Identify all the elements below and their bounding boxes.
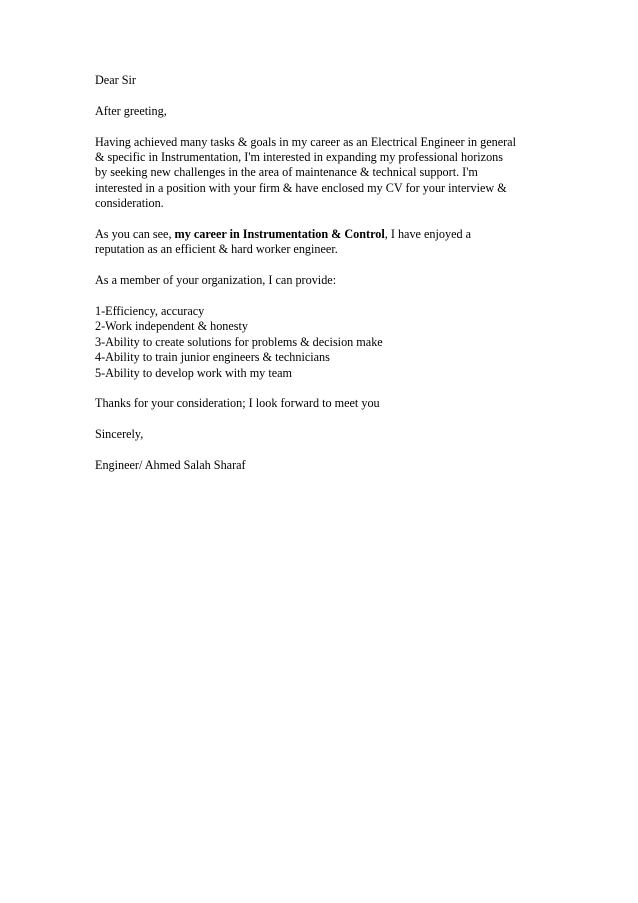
paragraph-line [95,227,555,242]
closing: Sincerely, [95,427,144,442]
signature: Engineer/ Ahmed Salah Sharaf [95,458,246,473]
list-item: 3-Ability to create solutions for problems & decision make [95,334,383,349]
career-paragraph [95,227,555,258]
paragraph-line: Having achieved many tasks & goals in my career as an Electrical Engineer in general [95,134,516,149]
provide-paragraph: As a member of your organization, I can provide: [95,273,337,288]
cover-letter [95,73,555,489]
list-item: 5-Ability to develop work with my team [95,365,292,380]
list-item: 2-Work independent & honesty [95,319,249,334]
paragraph-line: reputation as an efficient & hard worker engineer. [95,242,338,257]
list-item: 4-Ability to train junior engineers & technicians [95,350,330,365]
intro-paragraph [95,135,555,212]
career-highlight: my career in Instrumentation & Control [174,227,385,242]
greeting: After greeting, [95,103,167,118]
career-prefix: As you can see, [95,227,175,242]
paragraph-line: & specific in Instrumentation, I'm interested in expanding my professional horizons [95,150,504,164]
salutation: Dear Sir [95,73,136,87]
paragraph-line: interested in a position with your firm & have enclosed my CV for your interview & [95,180,507,195]
abilities-list [95,304,555,381]
paragraph-line: consideration. [95,196,164,211]
thanks-paragraph: Thanks for your consideration; I look forward to meet you [95,396,380,411]
paragraph-line: by seeking new challenges in the area of maintenance & technical support. I'm [95,165,478,180]
list-item: 1-Efficiency, accuracy [95,304,205,319]
career-suffix: , I have enjoyed a [384,227,472,242]
